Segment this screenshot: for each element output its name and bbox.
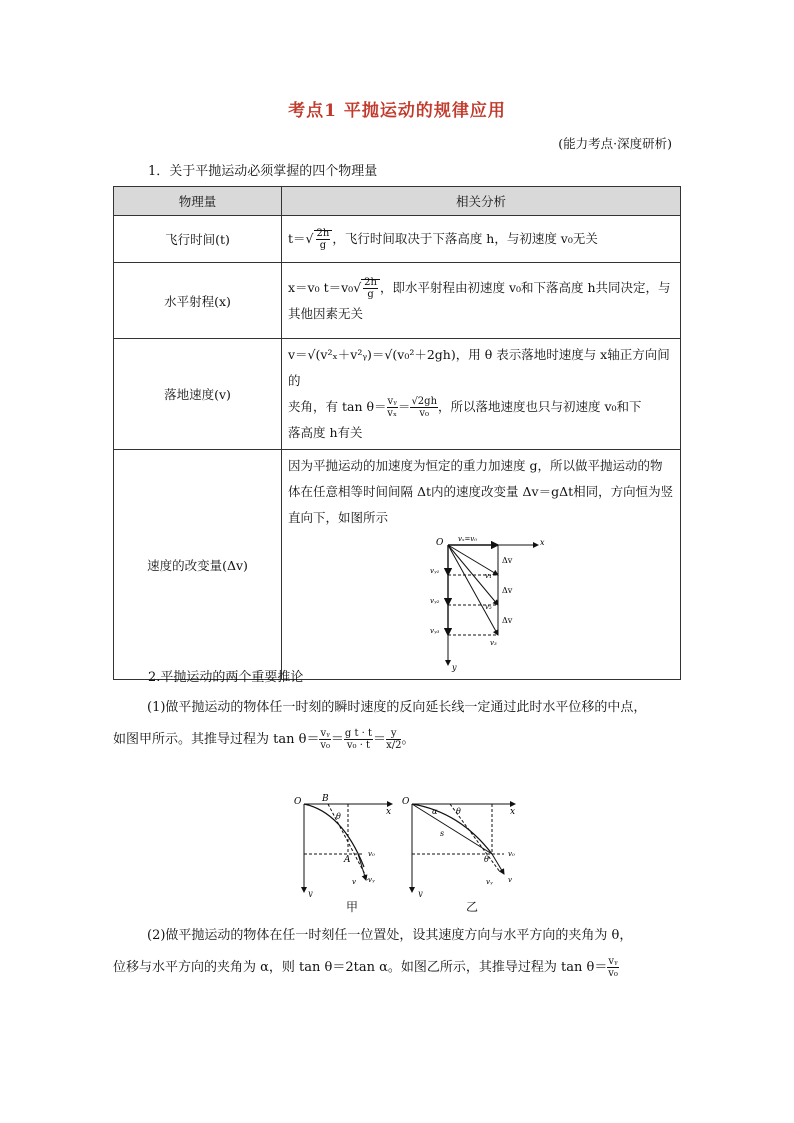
svg-text:vₓ=v₀: vₓ=v₀	[458, 535, 478, 543]
fraction: $\frac{\text{vᵧ}}{\text{v₀}}$	[608, 956, 618, 979]
svg-text:y: y	[308, 889, 313, 897]
svg-text:A: A	[344, 855, 351, 865]
svg-text:θ: θ	[456, 807, 461, 816]
svg-text:vᵧ₂: vᵧ₂	[430, 597, 440, 605]
svg-text:v: v	[508, 876, 512, 884]
svg-text:y: y	[452, 663, 457, 672]
section1-heading: 1．关于平抛运动必须掌握的四个物理量	[148, 164, 378, 179]
paragraph-line: 位移与水平方向的夹角为 α，则 tan θ＝2tan α。如图乙所示，其推导过程为 tan θ＝ $\frac{\text{vᵧ}}{\text{v₀}}$	[113, 956, 618, 979]
svg-text:B: B	[322, 794, 329, 804]
figure-caption: 乙	[466, 900, 479, 914]
paragraph-line: (2)做平抛运动的物体在任一时刻任一位置处，设其速度方向与水平方向的夹角为 θ，	[147, 928, 633, 943]
svg-text:x: x	[386, 807, 392, 817]
svg-text:θ: θ	[484, 855, 489, 864]
fraction: $\frac{y}{x/2}$	[386, 728, 402, 751]
quantity-cell: 速度的改变量(Δv)	[114, 450, 282, 680]
paragraph-1	[113, 692, 685, 756]
analysis-cell	[282, 450, 681, 680]
svg-text:vᵧ: vᵧ	[486, 878, 493, 886]
analysis-cell	[282, 216, 681, 263]
svg-text:v₃: v₃	[490, 639, 497, 647]
analysis-text: ，即水平射程由初速度 v₀和下落高度 h共同决定，与其他因素无关	[288, 279, 671, 321]
table-row	[114, 263, 681, 339]
column-header: 物理量	[114, 187, 282, 216]
analysis-line: v＝√(v²ₓ＋v²ᵧ)＝√(v₀²＋2gh)，用 θ 表示落地时速度与 x轴正方向间的	[288, 347, 670, 388]
svg-text:α: α	[432, 807, 438, 816]
svg-text:v₀: v₀	[368, 850, 375, 858]
figure-caption: 甲	[346, 900, 359, 914]
svg-text:Δv: Δv	[502, 616, 513, 625]
figure-yi	[400, 792, 525, 897]
analysis-text: ，飞行时间取决于下落高度 h，与初速度 v₀无关	[332, 231, 598, 246]
svg-text:O: O	[294, 797, 302, 807]
svg-text:Δv: Δv	[502, 586, 513, 595]
analysis-cell	[282, 339, 681, 450]
svg-text:vᵧ: vᵧ	[368, 876, 375, 884]
page-title: 考点1 平抛运动的规律应用	[288, 101, 506, 121]
quantity-cell: 水平射程(x)	[114, 263, 282, 339]
svg-text:y: y	[418, 889, 423, 897]
page-subtitle: (能力考点·深度研析)	[558, 136, 672, 151]
svg-text:O: O	[402, 797, 410, 807]
svg-text:Δv: Δv	[502, 556, 513, 565]
figure-jia	[292, 792, 402, 897]
sqrt-formula: √ $\frac{2h}{g}$	[306, 230, 333, 246]
table-row	[114, 450, 681, 680]
table-row	[114, 339, 681, 450]
paragraph-line: 如图甲所示。其推导过程为 tan θ＝ $\frac{\text{vᵧ}}{\text{v₀}}$ ＝ $\frac{\text{g t · t}}{\text{v₀ · t}}$ ＝ $\frac{y}{x/2}$ 。	[113, 728, 415, 751]
sqrt-formula: √ $\frac{2h}{g}$	[353, 279, 380, 295]
svg-text:v: v	[352, 878, 356, 886]
fraction: $\frac{\text{g t · t}}{\text{v₀ · t}}$	[344, 728, 373, 751]
svg-text:v₁: v₁	[485, 572, 492, 580]
analysis-cell	[282, 263, 681, 339]
formula-prefix: x＝v₀ t＝v₀	[288, 279, 354, 295]
svg-text:vᵧ₁: vᵧ₁	[430, 567, 440, 575]
analysis-line: 夹角，有 tan θ＝ $\frac{\text{vᵧ}}{\text{vₓ}}$ ＝ $\frac{√2gh}{\text{v₀}}$ ，所以落地速度也只与初速度 v₀和下	[288, 396, 642, 419]
formula-prefix: t＝	[288, 231, 306, 246]
analysis-line: 落高度 h有关	[288, 425, 363, 440]
column-header: 相关分析	[282, 187, 681, 216]
svg-text:vᵧ₃: vᵧ₃	[430, 627, 440, 635]
svg-text:O: O	[436, 538, 444, 548]
svg-text:s: s	[440, 829, 445, 838]
quantity-cell: 落地速度(v)	[114, 339, 282, 450]
fraction: $\frac{\text{vᵧ}}{\text{v₀}}$	[320, 728, 330, 751]
table-row	[114, 216, 681, 263]
paragraph-line: (1)做平抛运动的物体任一时刻的瞬时速度的反向延长线一定通过此时水平位移的中点，	[147, 700, 647, 715]
svg-text:v₀: v₀	[508, 850, 515, 858]
svg-text:θ: θ	[336, 812, 341, 821]
table-header-row	[114, 187, 681, 216]
fraction: $\frac{√2gh}{\text{v₀}}$	[411, 396, 438, 419]
svg-text:x: x	[540, 538, 545, 547]
velocity-change-diagram	[428, 533, 558, 673]
quantity-cell: 飞行时间(t)	[114, 216, 282, 263]
paragraph-2	[113, 920, 685, 984]
svg-text:x: x	[510, 807, 516, 817]
section2-heading: 2.平抛运动的两个重要推论	[148, 670, 304, 685]
fraction: $\frac{\text{vᵧ}}{\text{vₓ}}$	[387, 396, 398, 419]
analysis-text: 因为平抛运动的加速度为恒定的重力加速度 g，所以做平抛运动的物体在任意相等时间间隔 Δt内的速度改变量 Δv＝gΔt相同，方向恒为竖直向下，如图所示	[288, 458, 674, 525]
quantities-table	[113, 186, 681, 680]
svg-text:v₂: v₂	[485, 603, 492, 611]
